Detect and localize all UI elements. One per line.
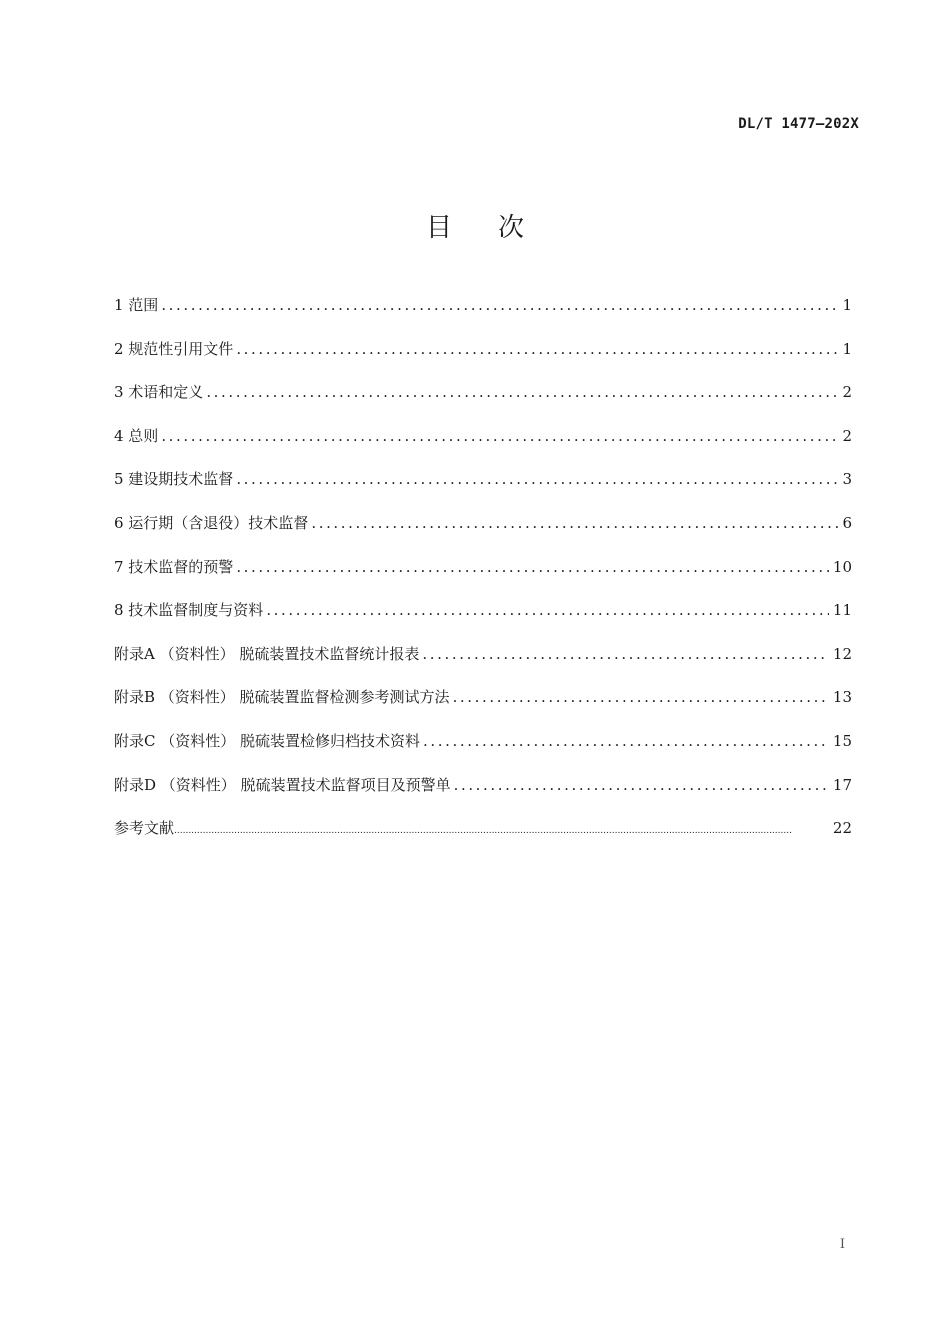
toc-entry-label: 5 建设期技术监督 xyxy=(114,470,234,489)
toc-entry-page: 2 xyxy=(842,426,852,445)
toc-leader-dots xyxy=(161,427,838,445)
toc-leader-dots xyxy=(266,601,829,619)
toc-entry-appendix-b[interactable] xyxy=(114,686,852,730)
toc-entry-general[interactable] xyxy=(114,425,852,469)
toc-entry-warning[interactable] xyxy=(114,556,852,600)
toc-leader-dots xyxy=(311,514,838,532)
toc-entry-operation-supervision[interactable] xyxy=(114,512,852,556)
toc-leader-dots xyxy=(423,732,829,750)
toc-leader-dots xyxy=(453,688,829,706)
toc-leader-dots xyxy=(236,558,829,576)
toc-entry-page: 3 xyxy=(842,470,852,489)
toc-entry-page: 17 xyxy=(832,775,852,794)
table-of-contents xyxy=(114,294,852,861)
toc-entry-appendix-a[interactable] xyxy=(114,643,852,687)
toc-leader-dots xyxy=(236,340,838,358)
toc-entry-terms[interactable] xyxy=(114,381,852,425)
toc-entry-scope[interactable] xyxy=(114,294,852,338)
toc-entry-construction-supervision[interactable] xyxy=(114,468,852,512)
toc-entry-label: 7 技术监督的预警 xyxy=(114,557,234,576)
toc-entry-page: 10 xyxy=(832,557,852,576)
standard-code: DL/T 1477—202X xyxy=(738,116,859,132)
page-title: 目次 xyxy=(425,213,570,243)
toc-entry-label: 3 术语和定义 xyxy=(114,383,204,402)
toc-entry-normative-references[interactable] xyxy=(114,338,852,382)
toc-leader-dots xyxy=(236,470,838,488)
toc-entry-appendix-d[interactable] xyxy=(114,774,852,818)
toc-entry-page: 6 xyxy=(842,513,852,532)
toc-entry-label: 2 规范性引用文件 xyxy=(114,339,234,358)
toc-entry-label: 1 范围 xyxy=(114,296,159,314)
toc-entry-label: 附录B （资料性） 脱硫装置监督检测参考测试方法 xyxy=(114,688,450,707)
toc-entry-label: 8 技术监督制度与资料 xyxy=(114,601,264,620)
toc-entry-label: 参考文献 xyxy=(114,819,175,838)
toc-entry-page: 15 xyxy=(832,731,852,750)
page-number: I xyxy=(839,1237,845,1252)
toc-leader-dots xyxy=(422,645,829,663)
toc-entry-page: 22 xyxy=(832,819,852,838)
toc-entry-label: 6 运行期（含退役）技术监督 xyxy=(114,513,309,532)
toc-entry-bibliography[interactable] xyxy=(114,817,852,861)
toc-entry-page: 2 xyxy=(842,383,852,402)
toc-leader-dots xyxy=(454,776,829,794)
toc-entry-system-and-records[interactable] xyxy=(114,599,852,643)
toc-entry-page: 13 xyxy=(832,688,852,707)
toc-entry-appendix-c[interactable] xyxy=(114,730,852,774)
toc-entry-label: 附录A （资料性） 脱硫装置技术监督统计报表 xyxy=(114,644,420,663)
toc-leader-dots xyxy=(161,296,838,314)
toc-entry-label: 附录C （资料性） 脱硫装置检修归档技术资料 xyxy=(114,731,421,750)
toc-leader-dots xyxy=(206,383,838,401)
toc-entry-label: 附录D （资料性） 脱硫装置技术监督项目及预警单 xyxy=(114,775,451,794)
toc-entry-page: 1 xyxy=(842,296,852,314)
toc-leader-dots xyxy=(174,826,831,836)
toc-entry-page: 12 xyxy=(832,644,852,663)
toc-entry-page: 1 xyxy=(842,339,852,358)
toc-entry-page: 11 xyxy=(832,601,852,620)
toc-entry-label: 4 总则 xyxy=(114,426,159,445)
